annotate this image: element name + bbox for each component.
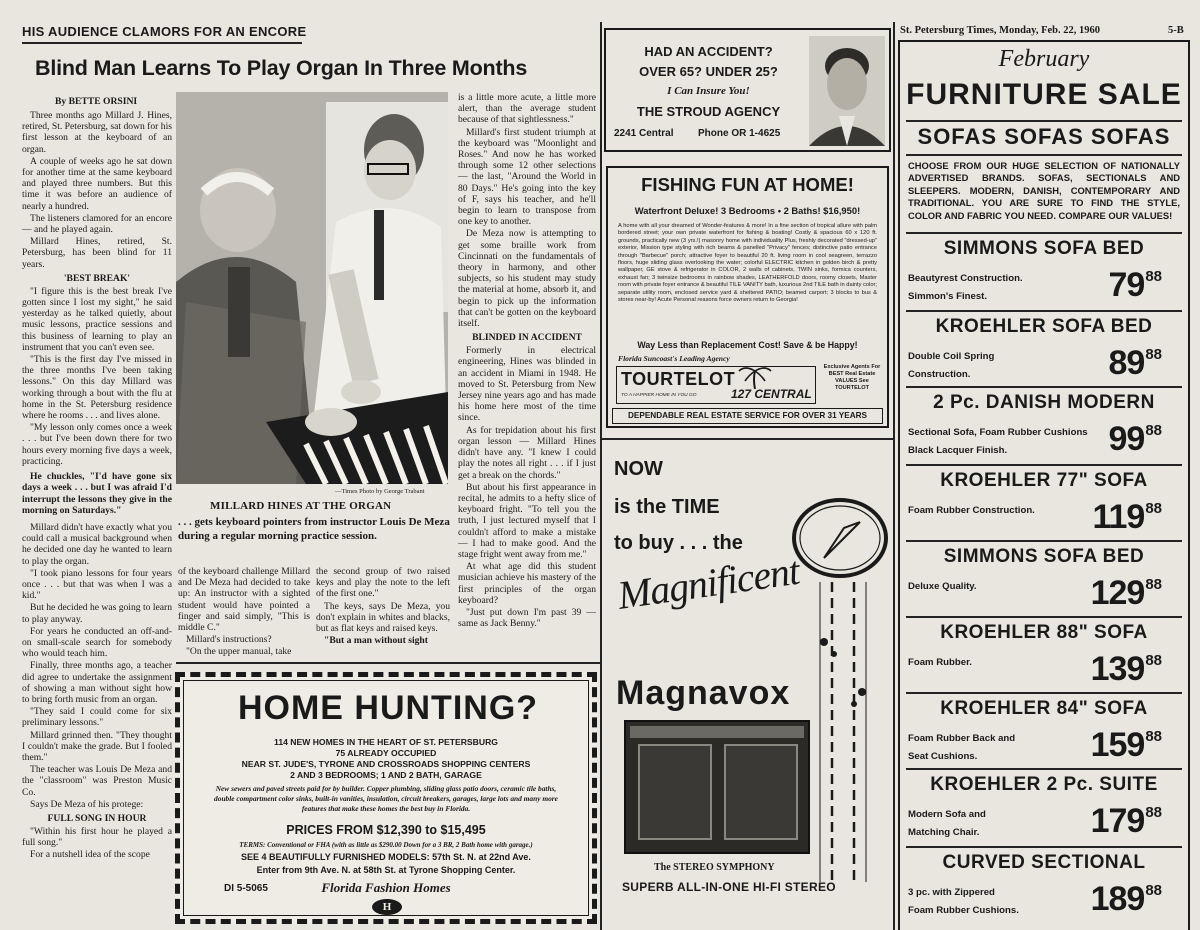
stroud-agency-name: THE STROUD AGENCY xyxy=(636,104,781,119)
paragraph: "I took piano lessons for four years once . . . but that was when I was a kid." xyxy=(22,567,172,602)
photo-credit: —Times Photo by George Trabant xyxy=(335,488,425,495)
tourtelot-logo-name: TOURTELOT xyxy=(621,369,736,389)
paragraph: Finally, three months ago, a teacher did agree to undertake the assignment of showing a man without sight how to bring forth music from an organ. xyxy=(22,660,172,705)
fishing-tagline: Way Less than Replacement Cost! Save & be Happy! xyxy=(637,340,858,350)
paragraph: "I figure this is the best break I've gotten since I lost my sight," he said yesterday as he talked quietly, about music lessons, practice sessions and this business of learning to play an instrument that you can't even see. xyxy=(22,285,172,353)
paragraph: of the keyboard challenge Millard and De Meza had decided to take up: An instructor with a sighted student would have pointed a finger and said simply, "This is middle C." xyxy=(178,566,310,634)
item-divider xyxy=(906,232,1182,234)
item-divider xyxy=(906,386,1182,388)
furniture-item-name: KROEHLER 88" SOFA xyxy=(940,622,1148,643)
item-divider xyxy=(906,768,1182,770)
price-cents: 88 xyxy=(1145,422,1162,439)
photo-illustration xyxy=(176,92,448,484)
stroud-line: I Can Insure You! xyxy=(667,85,750,97)
magnavox-bottom: SUPERB ALL-IN-ONE HI-FI STEREO xyxy=(622,880,836,894)
ad-line: NEAR ST. JUDE'S, TYRONE AND CROSSROADS SHOPPING CENTERS xyxy=(241,759,531,769)
furniture-item-desc: Double Coil Spring xyxy=(908,351,995,362)
price-dollars: 189 xyxy=(1090,880,1145,918)
paragraph: is a little more acute, a little more alert, than the average student because of that sightlessness." xyxy=(458,92,596,126)
paragraph: At what age did this student musician achieve his mastery of the first principles of the organ keyboard? xyxy=(458,561,596,606)
ad-company: Florida Fashion Homes xyxy=(321,880,451,895)
paragraph: "On the upper manual, take xyxy=(186,646,292,658)
price-dollars: 129 xyxy=(1090,574,1145,612)
stereo-console xyxy=(624,720,810,854)
price-dollars: 89 xyxy=(1108,344,1145,382)
article-column-4 xyxy=(458,92,596,630)
furniture-item-price xyxy=(1091,880,1162,919)
paragraph: He chuckles, "I'd have gone six days a week . . . but I was afraid I'd interrupt the lessons they give in the morning on Saturdays." xyxy=(22,471,172,516)
paragraph: "They said I could come for six preliminary lessons." xyxy=(22,706,172,729)
price-dollars: 119 xyxy=(1092,498,1145,536)
price-dollars: 159 xyxy=(1090,726,1145,764)
divider xyxy=(906,120,1182,122)
price-dollars: 79 xyxy=(1108,266,1145,304)
furniture-item-desc: Matching Chair. xyxy=(908,827,980,838)
paragraph: Three months ago Millard J. Hines, retired, St. Petersburg, sat down for his first lesson at the keyboard of an organ. xyxy=(22,110,172,155)
item-divider xyxy=(906,310,1182,312)
column-rule xyxy=(893,22,895,930)
fishing-body: A home with all your dreamed of Wonder-features & more! In a fine section of tropical allure with palm bordered street; your own private waterfront for fishing & boating! Costly & spacious 60 x 120 ft. grounds, practically new (3 yrs.!) masonry home with individuality Plus, freshly decorated "dressed-up" exterior, Mission type styling with rich beams & panelled "Privacy" fences; distinctive patio entrance through "Barbecue" porch; attractive foyer to beautiful 20 ft. living room in cool seagreen, terrazzo floors, huge sliding glass overlooking the water; colorful ELECTRIC kitchen in golden birch & pretty wallpaper, GE stove & refrigerator in COLOR, 2 walls of cabinets, TWIN sinks, formica counters, exhaust fan; 3 twinsize bedrooms in rainbow shades, LEATHERFOLD doors, roomy closets, Master room with private foyer entrance & beautiful TILE VANITY bath, luxurious 2nd TILE bath in dainty color; separate utility room, enclosed service yard & sheltered PATIO; beamed carport; 3 blocks to bus & stores near-by! Acute Personal reasons force owners return to Georgia! xyxy=(618,223,877,304)
furniture-item-name: KROEHLER 2 Pc. SUITE xyxy=(930,774,1158,795)
paragraph: "My lesson only comes once a week . . . but I've been down there for two hours every morning five days a week, practicing. xyxy=(22,422,172,467)
furniture-item-desc: Simmon's Finest. xyxy=(908,291,988,302)
tourtelot-logo-address: 127 CENTRAL xyxy=(731,387,812,401)
paragraph: Millard didn't have exactly what you could call a musical background when he decided one day he wanted to learn to play the organ. xyxy=(22,521,172,567)
ad-divider xyxy=(600,438,894,440)
fishing-footer: DEPENDABLE REAL ESTATE SERVICE FOR OVER 31 YEARS xyxy=(627,411,867,420)
price-cents: 88 xyxy=(1145,728,1162,745)
palm-tree-icon xyxy=(737,365,773,389)
paragraph: "Within his first hour he played a full song." xyxy=(22,825,172,849)
paragraph: De Meza now is attempting to get some braille work from Cincinnati on the fundamentals of theory in harmony, and other subjects, so his student may study the material at home, absorb it, and begin to pick up the information that can't be gotten on the keyboard itself. xyxy=(458,228,596,330)
paragraph: Millard Hines, retired, St. Petersburg, has been blind for 11 years. xyxy=(22,236,172,270)
magnavox-now: NOW xyxy=(614,458,663,480)
paragraph: The keys, says De Meza, you don't explain in whites and blacks, but as flat keys and raised keys. xyxy=(316,600,450,635)
paragraph: A couple of weeks ago he sat down for another time at the same keyboard and played three numbers. But this time it was before an audience of nearly a hundred. xyxy=(22,155,172,212)
magnavox-script: Magnificent xyxy=(614,547,802,618)
ad-features: New sewers and paved streets paid for by builder. Copper plumbing, sliding glass patio doors, ceramic tile baths, double compartment color sinks, built-in vanities, insulation, circuit breakers, garages, large lots and many more features that make these homes the best buy in Florida. xyxy=(214,784,558,813)
furniture-item-name: KROEHLER 77" SOFA xyxy=(940,470,1148,491)
magnavox-ad xyxy=(604,446,892,930)
paragraph: Formerly in electrical engineering, Hines was blinded in an accident in Miami in 1948. He moved to St. Petersburg from New Jersey nine years ago and has made his home here most of the time since. xyxy=(458,345,596,424)
fishing-agency: Florida Suncoast's Leading Agency xyxy=(618,354,730,363)
paragraph: But he decided he was going to learn to play anyway. xyxy=(22,602,172,625)
price-cents: 88 xyxy=(1145,500,1162,517)
furniture-item-name: KROEHLER SOFA BED xyxy=(935,316,1153,337)
paragraph: Millard's first student triumph at the keyboard was "Moonlight and Roses." And now he has worked through some 12 other selections — the last, "Around the World in 80 Days." He's going into the key of F, says his teacher, and he'll begin to learn to transpose from one key to another. xyxy=(458,126,596,228)
furniture-item-desc: Seat Cushions. xyxy=(908,751,978,762)
furniture-item-price xyxy=(1092,498,1162,537)
furniture-item-desc: Deluxe Quality. xyxy=(908,581,977,592)
paragraph: "This is the first day I've missed in the three months I've been taking lessons." On this day Millard was working through a bout with the flu at home in the St. Petersburg residence where he rooms . . . and lives alone. xyxy=(22,354,172,422)
kicker-underline xyxy=(22,42,302,44)
paragraph: For a nutshell idea of the scope xyxy=(30,849,150,861)
tourtelot-logo xyxy=(616,366,816,404)
magnavox-model: The STEREO SYMPHONY xyxy=(654,862,775,873)
stroud-agency-ad xyxy=(604,28,891,152)
furniture-item-desc: Modern Sofa and xyxy=(908,809,986,820)
ad-prices: PRICES FROM $12,390 to $15,495 xyxy=(286,823,486,837)
furniture-item-name: KROEHLER 84" SOFA xyxy=(940,698,1148,719)
furniture-sale-ad xyxy=(898,40,1190,930)
paragraph: the second group of two raised keys and play the note to the left of the first one." xyxy=(316,566,450,600)
price-cents: 88 xyxy=(1145,576,1162,593)
price-dollars: 179 xyxy=(1090,802,1145,840)
caption-title: MILLARD HINES AT THE ORGAN xyxy=(210,500,392,512)
paragraph: The listeners clamored for an encore — and he played again. xyxy=(22,212,172,236)
ad-line: 75 ALREADY OCCUPIED xyxy=(335,748,437,758)
furniture-item-desc: Foam Rubber Construction. xyxy=(908,505,1035,516)
magnavox-line: is the TIME xyxy=(614,496,720,518)
furniture-item-name: 2 Pc. DANISH MODERN xyxy=(933,392,1155,413)
price-cents: 88 xyxy=(1145,346,1162,363)
divider xyxy=(906,154,1182,156)
section-kicker: HIS AUDIENCE CLAMORS FOR AN ENCORE xyxy=(22,24,307,39)
furniture-item-price xyxy=(1091,802,1162,841)
furniture-sofas: SOFAS SOFAS SOFAS xyxy=(917,124,1171,149)
magnavox-line: to buy . . . the xyxy=(614,532,743,554)
paragraph: Millard's instructions? xyxy=(186,634,272,646)
furniture-item-desc: Sectional Sofa, Foam Rubber Cushions xyxy=(908,427,1088,438)
company-logo-icon: H xyxy=(372,899,402,915)
article-column-2 xyxy=(178,566,310,659)
fishing-ad xyxy=(606,166,889,428)
furniture-item-price xyxy=(1108,266,1162,305)
furniture-item-desc: Black Lacquer Finish. xyxy=(908,445,1008,456)
ad-models: SEE 4 BEAUTIFULLY FURNISHED MODELS: 57th St. N. at 22nd Ave. xyxy=(241,852,531,862)
article-column-1 xyxy=(22,110,172,862)
furniture-intro: CHOOSE FROM OUR HUGE SELECTION OF NATIONALLY ADVERTISED BRANDS. SOFAS, SECTIONALS AND SLEEPERS. MODERN, DANISH, CONTEMPORARY AND TRADITIONAL. YOU ARE SURE TO FIND THE STYLE, COLOR AND FABRIC YOU NEED. COMPARE OUR VALUES! xyxy=(908,160,1180,221)
item-divider xyxy=(906,540,1182,542)
furniture-item-desc: Foam Rubber. xyxy=(908,657,972,668)
item-divider xyxy=(906,464,1182,466)
fishing-footer-bar xyxy=(612,408,883,424)
caption-text: . . . gets keyboard pointers from instructor Louis De Meza during a regular morning practice session. xyxy=(178,516,450,542)
ad-phone: DI 5-5065 xyxy=(224,883,268,894)
furniture-item-name: CURVED SECTIONAL xyxy=(942,852,1146,873)
furniture-month: February xyxy=(998,46,1090,72)
furniture-item-price xyxy=(1108,344,1162,383)
subhead: FULL SONG IN HOUR xyxy=(47,812,147,824)
organ-photo xyxy=(176,92,448,484)
ad-line: 2 AND 3 BEDROOMS; 1 AND 2 BATH, GARAGE xyxy=(290,770,482,780)
furniture-item-desc: Foam Rubber Back and xyxy=(908,733,1016,744)
home-hunting-ad xyxy=(175,672,597,924)
furniture-item-name: SIMMONS SOFA BED xyxy=(943,546,1145,567)
subhead: 'BEST BREAK' xyxy=(63,272,131,284)
paragraph: As for trepidation about his first organ lesson — Millard Hines didn't have any. "I knew I could play the notes all right . . . if I just get a break on the chords." xyxy=(458,424,596,481)
furniture-title: FURNITURE SALE xyxy=(906,78,1182,111)
paragraph: The teacher was Louis De Meza and the "classroom" was Preston Music Co. xyxy=(22,764,172,798)
ad-terms: TERMS: Conventional or FHA (with as little as $290.00 Down for a 3 BR, 2 Bath home with garage.) xyxy=(239,841,533,849)
furniture-item-price xyxy=(1091,726,1162,765)
price-cents: 88 xyxy=(1145,882,1162,899)
paragraph: For years he conducted an off-and-on small-scale search for somebody who would teach him. xyxy=(22,625,172,660)
fishing-subtitle: Waterfront Deluxe! 3 Bedrooms • 2 Baths! $16,950! xyxy=(634,205,861,216)
column-rule xyxy=(600,22,602,930)
article-column-3 xyxy=(316,566,450,647)
item-divider xyxy=(906,692,1182,694)
article-bottom-rule xyxy=(176,662,600,664)
furniture-item-desc: 3 pc. with Zippered xyxy=(908,887,995,898)
furniture-item-price xyxy=(1091,650,1162,689)
byline: By BETTE ORSINI xyxy=(55,96,138,107)
price-dollars: 99 xyxy=(1108,420,1145,458)
furniture-item-name: SIMMONS SOFA BED xyxy=(943,238,1145,259)
console-panel xyxy=(638,744,712,840)
paragraph: Millard grinned then. "They thought I couldn't make the grade. But I fooled them." xyxy=(22,729,172,763)
furniture-item-desc: Construction. xyxy=(908,369,971,380)
paragraph: "But a man without sight xyxy=(324,635,428,647)
price-cents: 88 xyxy=(1145,804,1162,821)
price-cents: 88 xyxy=(1145,652,1162,669)
page-number: 5-B xyxy=(1168,25,1184,36)
home-hunting-title: HOME HUNTING? xyxy=(237,689,539,727)
console-panel xyxy=(724,744,798,840)
ad-enter: Enter from 9th Ave. N. at 58th St. at Tyrone Shopping Center. xyxy=(256,865,516,875)
agent-portrait xyxy=(809,36,885,146)
tourtelot-logo-slogan: TO A HAPPIER HOME IN YOU GO xyxy=(621,393,697,398)
paragraph: "Just put down I'm past 39 — same as Jack Benny." xyxy=(458,606,596,630)
item-divider xyxy=(906,846,1182,848)
paragraph: Says De Meza of his protege: xyxy=(30,798,144,810)
stroud-phone: Phone OR 1-4625 xyxy=(698,128,781,139)
stroud-line: OVER 65? UNDER 25? xyxy=(639,64,778,79)
stroud-address: 2241 Central xyxy=(614,128,674,139)
price-dollars: 139 xyxy=(1090,650,1145,688)
magnavox-brand: Magnavox xyxy=(616,674,791,712)
furniture-item-price xyxy=(1091,574,1162,613)
paragraph: But about his first appearance in recital, he admits to a hefty slice of keyboard fright. "To tell you the truth, I just lectured myself that I couldn't afford to make a mistake — I had to make good. And the stage fright went away from me." xyxy=(458,481,596,560)
stroud-line: HAD AN ACCIDENT? xyxy=(644,44,773,59)
price-cents: 88 xyxy=(1145,268,1162,285)
furniture-item-desc: Beautyrest Construction. xyxy=(908,273,1023,284)
furniture-item-desc: Foam Rubber Cushions. xyxy=(908,905,1019,916)
masthead: St. Petersburg Times, Monday, Feb. 22, 1960 xyxy=(900,25,1100,36)
ad-line: 114 NEW HOMES IN THE HEART OF ST. PETERSBURG xyxy=(274,737,498,747)
tourtelot-agents: Exclusive Agents For BEST Real Estate VALUES See TOURTELOT xyxy=(823,364,881,391)
subhead: BLINDED IN ACCIDENT xyxy=(472,332,582,344)
article-headline: Blind Man Learns To Play Organ In Three Months xyxy=(35,56,528,80)
item-divider xyxy=(906,616,1182,618)
furniture-item-price xyxy=(1108,420,1162,459)
fishing-title: FISHING FUN AT HOME! xyxy=(641,174,854,195)
